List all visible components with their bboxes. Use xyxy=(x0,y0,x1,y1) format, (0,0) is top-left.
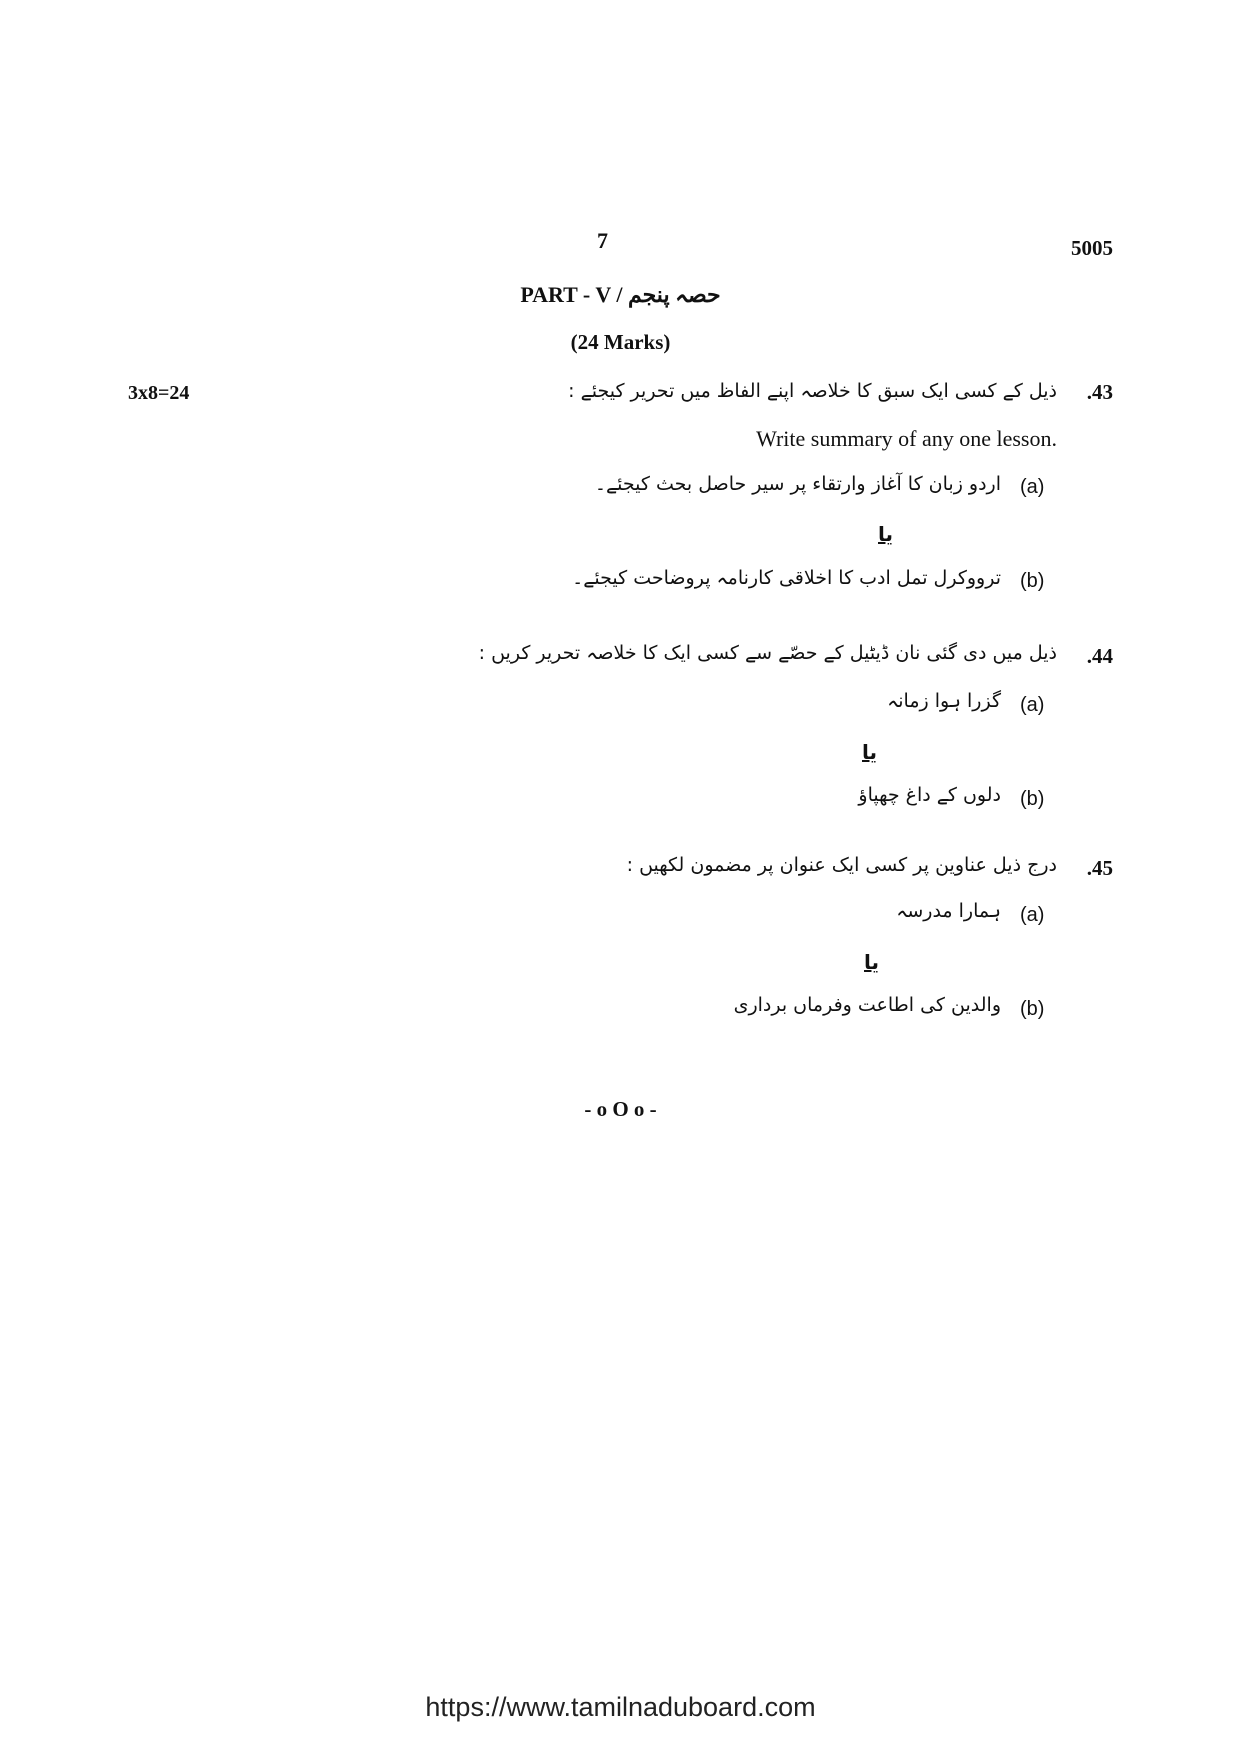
question-43-option-b-label: (b) xyxy=(1020,570,1045,592)
question-44-option-a-text: گزرا ہوا زمانہ xyxy=(887,690,1001,712)
end-of-paper-mark: - o O o - xyxy=(584,1097,657,1121)
question-45-option-b-text: والدین کی اطاعت وفرماں برداری xyxy=(733,994,1001,1016)
question-43-option-a-text: اردو زبان کا آغاز وارتقاء پر سیر حاصل بحث کیجئے۔ xyxy=(594,473,1001,495)
question-45-option-b-label: (b) xyxy=(1020,998,1045,1020)
question-43-english-text: Write summary of any one lesson. xyxy=(756,426,1057,451)
page-number: 7 xyxy=(597,228,608,253)
question-45-prompt: درج ذیل عناوین پر کسی ایک عنوان پر مضمون لکھیں : xyxy=(626,854,1057,876)
question-45-option-a-text: ہمارا مدرسہ xyxy=(896,900,1001,922)
question-45-option-a-label: (a) xyxy=(1020,904,1045,926)
marks-formula: 3x8=24 xyxy=(128,382,190,404)
question-44-option-b-label: (b) xyxy=(1020,788,1045,810)
or-separator-43: یا xyxy=(878,522,894,546)
or-separator-45: یا xyxy=(864,950,880,974)
footer-url-link[interactable]: https://www.tamilnaduboard.com xyxy=(425,1692,816,1722)
marks-heading: (24 Marks) xyxy=(570,330,671,354)
question-44-prompt: ذیل میں دی گئی نان ڈیٹیل کے حصّے سے کسی ایک کا خلاصہ تحریر کریں : xyxy=(478,642,1057,664)
question-45-number: .45 xyxy=(1086,856,1113,880)
or-separator-44: یا xyxy=(862,740,878,764)
paper-code: 5005 xyxy=(1071,236,1113,260)
question-44-option-a-label: (a) xyxy=(1020,694,1045,716)
question-43-option-a-label: (a) xyxy=(1020,476,1045,498)
question-43-english xyxy=(756,426,1057,452)
part-title: PART - V / حصہ پنجم xyxy=(520,282,721,307)
question-44-number: .44 xyxy=(1086,644,1113,668)
question-43-option-b-text: ترووکرل تمل ادب کا اخلاقی کارنامہ پروضاحت کیجئے۔ xyxy=(572,567,1001,589)
question-44-option-b-text: دلوں کے داغ چھپاؤ xyxy=(858,784,1001,806)
question-43-number: .43 xyxy=(1086,380,1113,404)
question-43-prompt: ذیل کے کسی ایک سبق کا خلاصہ اپنے الفاظ میں تحریر کیجئے : xyxy=(568,380,1057,402)
